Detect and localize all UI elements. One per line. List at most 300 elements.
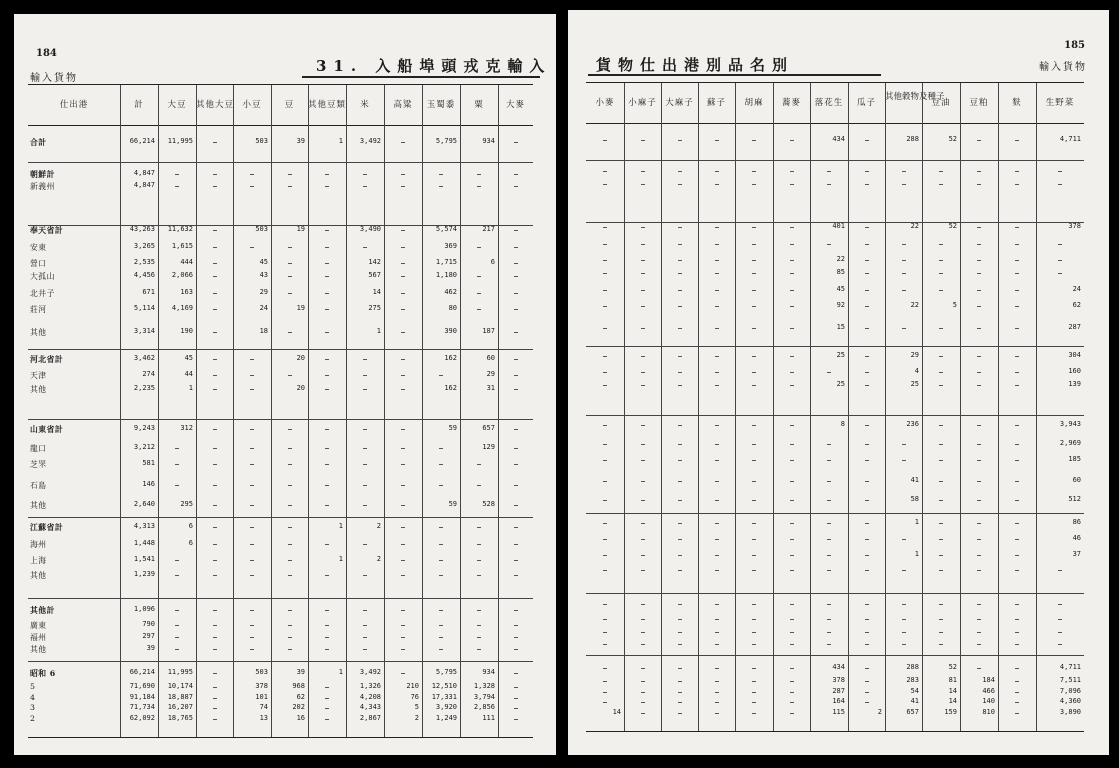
empty-cell-dash (213, 464, 217, 465)
table-cell: 1,180 (435, 270, 457, 279)
row-label: 上海 (30, 555, 47, 565)
table-cell: 2,535 (133, 258, 155, 267)
empty-cell-dash (790, 555, 794, 556)
empty-cell-dash (752, 140, 756, 141)
empty-cell-dash (715, 140, 719, 141)
table-cell: 11,632 (167, 224, 193, 233)
table-cell: 15 (836, 323, 845, 332)
empty-cell-dash (678, 306, 682, 307)
column-header: 玉蜀黍 (426, 100, 456, 110)
empty-cell-dash (678, 539, 682, 540)
table-cell: 25 (836, 350, 845, 359)
table-header (28, 85, 533, 126)
empty-cell-dash (678, 227, 682, 228)
table-cell: 2,640 (133, 499, 155, 508)
empty-cell-dash (715, 692, 719, 693)
empty-cell-dash (325, 505, 329, 506)
empty-cell-dash (288, 544, 292, 545)
empty-cell-dash (641, 425, 645, 426)
table-cell: 52 (948, 221, 957, 230)
empty-cell-dash (603, 356, 607, 357)
empty-cell-dash (250, 649, 254, 650)
empty-cell-dash (827, 604, 831, 605)
page-title: 31. 入船埠頭戎克輸入 (316, 57, 552, 75)
empty-cell-dash (514, 625, 518, 626)
empty-cell-dash (977, 555, 981, 556)
empty-cell-dash (939, 481, 943, 482)
table-cell: 1,096 (133, 604, 155, 613)
empty-cell-dash (790, 539, 794, 540)
empty-cell-dash (678, 260, 682, 261)
table-cell: 444 (180, 258, 193, 267)
empty-cell-dash (790, 692, 794, 693)
column-rule (233, 85, 234, 737)
empty-cell-dash (790, 702, 794, 703)
table-cell: 1,326 (359, 681, 381, 690)
row-label: 奉天省計 (30, 225, 64, 235)
empty-cell-dash (363, 375, 367, 376)
table-cell: 1 (338, 554, 343, 563)
table-cell: 236 (906, 419, 919, 428)
empty-cell-dash (1058, 604, 1062, 605)
row-label: 合計 (30, 138, 47, 148)
empty-cell-dash (641, 539, 645, 540)
table-cell: 25 (836, 380, 845, 389)
empty-cell-dash (514, 276, 518, 277)
empty-cell-dash (752, 290, 756, 291)
row-label: 山東省計 (30, 424, 64, 434)
table-cell: 37 (1072, 549, 1081, 558)
empty-cell-dash (752, 523, 756, 524)
empty-cell-dash (752, 481, 756, 482)
empty-cell-dash (514, 247, 518, 248)
empty-cell-dash (325, 698, 329, 699)
empty-cell-dash (790, 306, 794, 307)
empty-cell-dash (477, 276, 481, 277)
empty-cell-dash (213, 429, 217, 430)
empty-cell-dash (752, 500, 756, 501)
empty-cell-dash (1015, 523, 1019, 524)
empty-cell-dash (902, 604, 906, 605)
table-cell: 1 (338, 522, 343, 531)
empty-cell-dash (603, 140, 607, 141)
table-cell: 111 (482, 714, 495, 723)
row-label: 海州 (30, 539, 47, 549)
table-cell: 1,328 (473, 681, 495, 690)
row-label: 大孤山 (30, 271, 55, 281)
group-rule (28, 598, 533, 599)
table-cell: 66,214 (129, 668, 155, 677)
empty-cell-dash (363, 505, 367, 506)
empty-cell-dash (715, 290, 719, 291)
table-cell: 5,795 (435, 668, 457, 677)
column-rule (196, 85, 197, 737)
empty-cell-dash (325, 389, 329, 390)
empty-cell-dash (790, 570, 794, 571)
empty-cell-dash (790, 604, 794, 605)
empty-cell-dash (715, 328, 719, 329)
empty-cell-dash (213, 276, 217, 277)
empty-cell-dash (325, 485, 329, 486)
table-cell: 4,208 (359, 693, 381, 702)
empty-cell-dash (1015, 385, 1019, 386)
empty-cell-dash (514, 429, 518, 430)
empty-cell-dash (1015, 644, 1019, 645)
empty-cell-dash (827, 523, 831, 524)
table-cell: 1,615 (171, 242, 193, 251)
table-cell: 44 (184, 370, 193, 379)
empty-cell-dash (603, 539, 607, 540)
row-label: 江蘇省計 (30, 523, 64, 533)
empty-cell-dash (1015, 171, 1019, 172)
empty-cell-dash (325, 719, 329, 720)
empty-cell-dash (977, 372, 981, 373)
table-cell: 24 (259, 304, 268, 313)
table-cell: 5 (952, 301, 957, 310)
empty-cell-dash (603, 500, 607, 501)
empty-cell-dash (1058, 260, 1062, 261)
table-cell: 41 (910, 697, 919, 706)
table-cell: 503 (255, 137, 268, 146)
table-cell: 790 (142, 619, 155, 628)
empty-cell-dash (678, 555, 682, 556)
table-cell: 2,066 (171, 270, 193, 279)
empty-cell-dash (752, 244, 756, 245)
empty-cell-dash (213, 575, 217, 576)
table-cell: 503 (255, 668, 268, 677)
row-label: 廣東 (30, 620, 47, 630)
empty-cell-dash (865, 460, 869, 461)
table-cell: 162 (444, 354, 457, 363)
empty-cell-dash (1015, 260, 1019, 261)
empty-cell-dash (213, 186, 217, 187)
empty-cell-dash (1015, 227, 1019, 228)
empty-cell-dash (939, 356, 943, 357)
row-label: 其他 (30, 500, 47, 510)
table-cell: 4,343 (359, 703, 381, 712)
table-cell: 5,574 (435, 224, 457, 233)
empty-cell-dash (939, 523, 943, 524)
column-rule (624, 83, 625, 731)
table-cell: 1,715 (435, 258, 457, 267)
table-cell: 45 (259, 258, 268, 267)
table-cell: 162 (444, 384, 457, 393)
empty-cell-dash (1015, 290, 1019, 291)
empty-cell-dash (363, 544, 367, 545)
empty-cell-dash (514, 560, 518, 561)
row-label: 其他 (30, 645, 47, 655)
empty-cell-dash (213, 247, 217, 248)
table-cell: 20 (296, 384, 305, 393)
table-cell: 466 (982, 687, 995, 696)
empty-cell-dash (865, 171, 869, 172)
table-cell: 1,448 (133, 538, 155, 547)
empty-cell-dash (1015, 500, 1019, 501)
empty-cell-dash (213, 448, 217, 449)
empty-cell-dash (641, 290, 645, 291)
empty-cell-dash (603, 604, 607, 605)
empty-cell-dash (1015, 539, 1019, 540)
column-header: 其他穀物及種子 (885, 92, 945, 102)
empty-cell-dash (325, 464, 329, 465)
empty-cell-dash (477, 485, 481, 486)
column-rule (271, 85, 272, 737)
empty-cell-dash (678, 481, 682, 482)
empty-cell-dash (902, 444, 906, 445)
empty-cell-dash (401, 389, 405, 390)
table-cell: 3,492 (359, 668, 381, 677)
empty-cell-dash (213, 142, 217, 143)
empty-cell-dash (1058, 273, 1062, 274)
empty-cell-dash (1015, 570, 1019, 571)
table-cell: 22 (910, 221, 919, 230)
empty-cell-dash (1015, 555, 1019, 556)
table-cell: 5 (414, 703, 419, 712)
column-rule (960, 83, 961, 731)
empty-cell-dash (790, 523, 794, 524)
empty-cell-dash (514, 575, 518, 576)
table-cell: 934 (482, 137, 495, 146)
table-cell: 41 (910, 475, 919, 484)
empty-cell-dash (401, 649, 405, 650)
table-cell: 3,314 (133, 326, 155, 335)
empty-cell-dash (865, 356, 869, 357)
empty-cell-dash (865, 570, 869, 571)
empty-cell-dash (678, 356, 682, 357)
row-label: 5 (30, 681, 36, 691)
table-cell: 657 (906, 708, 919, 717)
empty-cell-dash (827, 555, 831, 556)
empty-cell-dash (715, 171, 719, 172)
empty-cell-dash (213, 610, 217, 611)
empty-cell-dash (790, 356, 794, 357)
empty-cell-dash (790, 668, 794, 669)
empty-cell-dash (641, 444, 645, 445)
empty-cell-dash (175, 186, 179, 187)
empty-cell-dash (603, 668, 607, 669)
empty-cell-dash (439, 375, 443, 376)
column-rule (422, 85, 423, 737)
table-cell: 4 (914, 366, 919, 375)
empty-cell-dash (288, 637, 292, 638)
table-cell: 16 (296, 714, 305, 723)
left-page (14, 14, 556, 755)
running-head: 輸入貨物 (1039, 62, 1087, 73)
empty-cell-dash (752, 171, 756, 172)
column-header: 米 (360, 100, 370, 110)
empty-cell-dash (678, 425, 682, 426)
table-cell: 25 (910, 380, 919, 389)
empty-cell-dash (213, 309, 217, 310)
row-label: 其他 (30, 385, 47, 395)
empty-cell-dash (641, 692, 645, 693)
empty-cell-dash (603, 328, 607, 329)
empty-cell-dash (641, 244, 645, 245)
table-cell: 288 (906, 135, 919, 144)
empty-cell-dash (865, 140, 869, 141)
column-rule (346, 85, 347, 737)
empty-cell-dash (439, 575, 443, 576)
table-cell: 287 (1068, 323, 1081, 332)
empty-cell-dash (213, 637, 217, 638)
column-header: 胡麻 (744, 98, 764, 108)
empty-cell-dash (401, 560, 405, 561)
empty-cell-dash (250, 448, 254, 449)
empty-cell-dash (477, 575, 481, 576)
table-cell: 17,331 (431, 693, 457, 702)
empty-cell-dash (363, 389, 367, 390)
row-label: 河北省計 (30, 355, 64, 365)
empty-cell-dash (514, 332, 518, 333)
table-cell: 14 (612, 708, 621, 717)
table-cell: 39 (296, 137, 305, 146)
empty-cell-dash (514, 309, 518, 310)
table-cell: 1,239 (133, 569, 155, 578)
column-header: 豆油 (931, 98, 951, 108)
empty-cell-dash (401, 332, 405, 333)
table-cell: 139 (1068, 380, 1081, 389)
empty-cell-dash (250, 544, 254, 545)
empty-cell-dash (363, 186, 367, 187)
table-cell: 20 (296, 354, 305, 363)
empty-cell-dash (715, 244, 719, 245)
empty-cell-dash (752, 539, 756, 540)
empty-cell-dash (250, 505, 254, 506)
empty-cell-dash (977, 668, 981, 669)
empty-cell-dash (325, 332, 329, 333)
empty-cell-dash (790, 328, 794, 329)
empty-cell-dash (678, 604, 682, 605)
column-header: 其他大豆 (196, 100, 235, 110)
empty-cell-dash (790, 171, 794, 172)
table-cell: 2,867 (359, 714, 381, 723)
empty-cell-dash (641, 632, 645, 633)
empty-cell-dash (678, 702, 682, 703)
column-header: 計 (134, 100, 144, 110)
empty-cell-dash (902, 632, 906, 633)
empty-cell-dash (641, 460, 645, 461)
empty-cell-dash (250, 429, 254, 430)
column-header: 瓜子 (856, 98, 876, 108)
empty-cell-dash (1015, 328, 1019, 329)
empty-cell-dash (715, 713, 719, 714)
empty-cell-dash (1015, 713, 1019, 714)
table-cell: 2 (877, 708, 882, 717)
empty-cell-dash (977, 570, 981, 571)
empty-cell-dash (641, 273, 645, 274)
column-header: 高粱 (393, 100, 413, 110)
empty-cell-dash (514, 293, 518, 294)
table-cell: 2,235 (133, 384, 155, 393)
empty-cell-dash (902, 260, 906, 261)
empty-cell-dash (715, 523, 719, 524)
empty-cell-dash (213, 485, 217, 486)
table-cell: 45 (184, 354, 193, 363)
empty-cell-dash (401, 448, 405, 449)
empty-cell-dash (1015, 632, 1019, 633)
empty-cell-dash (939, 273, 943, 274)
empty-cell-dash (902, 273, 906, 274)
empty-cell-dash (514, 698, 518, 699)
empty-cell-dash (288, 625, 292, 626)
empty-cell-dash (977, 328, 981, 329)
empty-cell-dash (641, 227, 645, 228)
empty-cell-dash (325, 276, 329, 277)
empty-cell-dash (715, 644, 719, 645)
empty-cell-dash (401, 575, 405, 576)
empty-cell-dash (977, 500, 981, 501)
empty-cell-dash (752, 702, 756, 703)
empty-cell-dash (715, 425, 719, 426)
column-rule (810, 83, 811, 731)
empty-cell-dash (401, 174, 405, 175)
empty-cell-dash (250, 575, 254, 576)
empty-cell-dash (939, 385, 943, 386)
table-cell: 3,212 (133, 442, 155, 451)
empty-cell-dash (213, 673, 217, 674)
empty-cell-dash (175, 464, 179, 465)
table-cell: 185 (1068, 454, 1081, 463)
table-cell: 60 (1072, 475, 1081, 484)
empty-cell-dash (514, 673, 518, 674)
empty-cell-dash (603, 619, 607, 620)
empty-cell-dash (790, 619, 794, 620)
empty-cell-dash (790, 184, 794, 185)
empty-cell-dash (213, 359, 217, 360)
empty-cell-dash (715, 500, 719, 501)
empty-cell-dash (401, 429, 405, 430)
empty-cell-dash (902, 570, 906, 571)
empty-cell-dash (977, 604, 981, 605)
empty-cell-dash (439, 610, 443, 611)
empty-cell-dash (678, 244, 682, 245)
empty-cell-dash (641, 619, 645, 620)
empty-cell-dash (439, 527, 443, 528)
empty-cell-dash (678, 713, 682, 714)
empty-cell-dash (401, 527, 405, 528)
empty-cell-dash (641, 644, 645, 645)
table-cell: 45 (836, 285, 845, 294)
empty-cell-dash (977, 290, 981, 291)
empty-cell-dash (250, 375, 254, 376)
empty-cell-dash (325, 309, 329, 310)
row-label: 新義州 (30, 182, 55, 192)
column-rule (998, 83, 999, 731)
table-cell: 3,265 (133, 242, 155, 251)
empty-cell-dash (790, 244, 794, 245)
empty-cell-dash (865, 681, 869, 682)
empty-cell-dash (827, 444, 831, 445)
empty-cell-dash (288, 263, 292, 264)
empty-cell-dash (401, 625, 405, 626)
empty-cell-dash (401, 359, 405, 360)
empty-cell-dash (977, 523, 981, 524)
table-cell: 115 (832, 708, 845, 717)
empty-cell-dash (175, 637, 179, 638)
empty-cell-dash (325, 649, 329, 650)
empty-cell-dash (1015, 692, 1019, 693)
empty-cell-dash (213, 719, 217, 720)
empty-cell-dash (288, 174, 292, 175)
table-cell: 14 (948, 697, 957, 706)
empty-cell-dash (1015, 184, 1019, 185)
empty-cell-dash (363, 575, 367, 576)
empty-cell-dash (1015, 140, 1019, 141)
table-cell: 43,263 (129, 224, 155, 233)
table-cell: 101 (255, 693, 268, 702)
empty-cell-dash (902, 460, 906, 461)
empty-cell-dash (715, 481, 719, 482)
